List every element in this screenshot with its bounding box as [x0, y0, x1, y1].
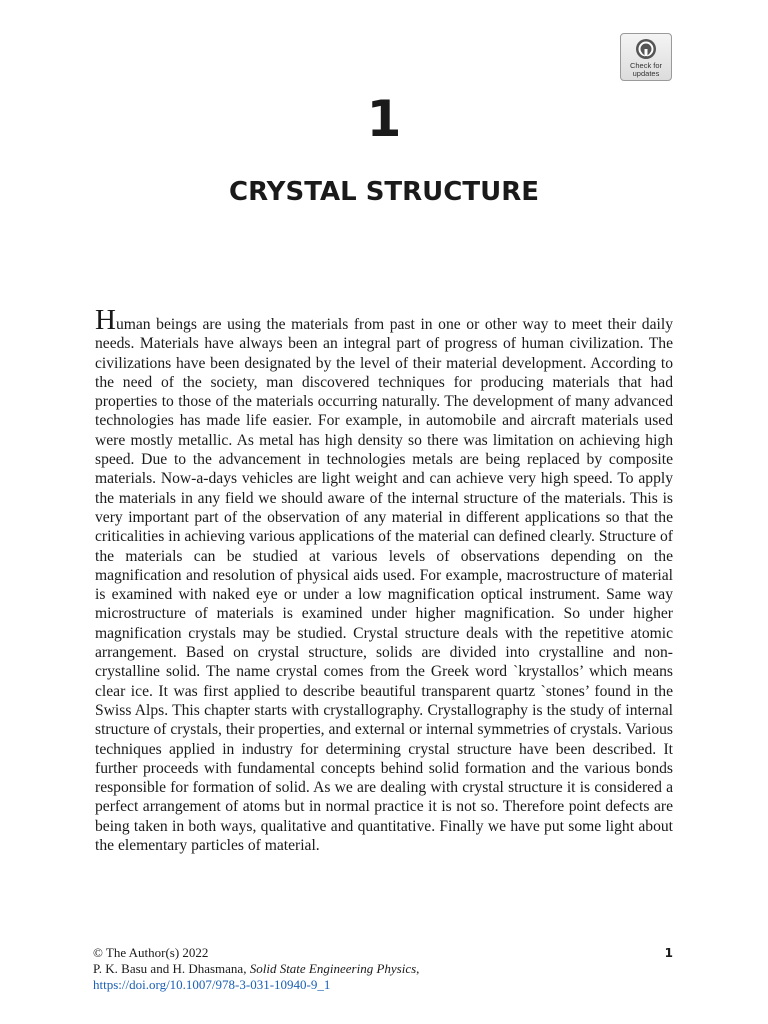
citation-book-title: Solid State Engineering Physics — [249, 961, 417, 976]
citation-line — [93, 961, 673, 977]
body-text: uman beings are using the materials from past in one or other way to meet their daily needs. Materials have always been an integral part of progress of human civilization. The civilizations have been designated by the level of their material development. According to the need of the society, man discovered techniques for producing materials that had properties to those of the materials occurring naturally. The development of many advanced technologies has made life easier. For example, in automobile and aircraft materials used were mostly metallic. As metal has high density so there was limitation on achieving high speed. Due to the advancement in technologies metals are being replaced by composite materials. Now-a-days vehicles are light weight and can achieve very high speed. To apply the materials in any field we should aware of the internal structure of the materials. This is very important part of the observation of any material in different applications so that the criticalities in achieving various applications of the material can defined clearly. Structure of the materials can be studied at various levels of observations depending on the magnification and resolution of physical aids used. For example, macrostructure of material is examined with naked eye or under a low magnification optical instrument. Same way microstructure of materials is examined under higher magnification. So under higher magnification crystals may be studied. Crystal structure deals with the repetitive atomic arrangement. Based on crystal structure, solids are divided into crystalline and non-crystalline solid. The name crystal comes from the Greek word `krystallos’ which means clear ice. It was first applied to describe beautiful transparent quartz `stones’ found in the Swiss Alps. This chapter starts with crystallography. Crystallography is the study of internal structure of crystals, their properties, and external or internal symmetries of crystals. Various techniques applied in industry for determining crystal structure have been described. It further proceeds with fundamental concepts behind solid formation and the various bonds responsible for formation of solid. As we are dealing with crystal structure it is considered a perfect arrangement of atoms but in normal practice it is not so. Therefore point defects are being taken in both ways, qualitative and quantitative. Finally we have put some light about the elementary particles of material. — [95, 316, 673, 855]
chapter-number: 1 — [366, 90, 402, 148]
badge-label-line1: Check for — [629, 61, 663, 70]
chapter-title: CRYSTAL STRUCTURE — [229, 177, 539, 207]
citation-suffix: , — [416, 961, 420, 976]
check-for-updates-badge[interactable] — [620, 33, 672, 81]
crossmark-icon — [635, 38, 657, 60]
copyright-line: © The Author(s) 2022 — [93, 945, 209, 960]
citation-authors: P. K. Basu and H. Dhasmana, — [93, 961, 250, 976]
page-footer — [93, 945, 673, 993]
page-number: 1 — [664, 946, 673, 960]
badge-label-line2: updates — [632, 69, 660, 78]
drop-cap: H — [95, 304, 116, 336]
doi-link[interactable]: https://doi.org/10.1007/978-3-031-10940-9_1 — [93, 977, 331, 992]
body-paragraph — [95, 304, 673, 855]
